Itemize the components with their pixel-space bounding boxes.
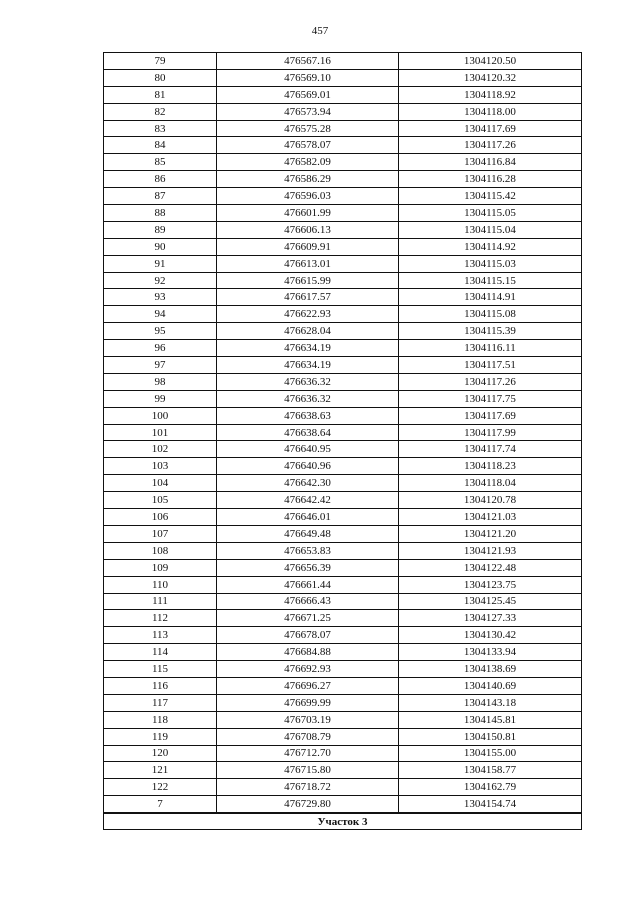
- table-row: [104, 238, 582, 255]
- y-coordinate-cell: 1304116.11: [399, 340, 582, 357]
- point-number-cell: 83: [104, 120, 217, 137]
- y-coordinate-cell: 1304117.69: [399, 407, 582, 424]
- x-coordinate-cell: 476569.01: [217, 86, 399, 103]
- table-row: [104, 373, 582, 390]
- table-row: [104, 137, 582, 154]
- y-coordinate-cell: 1304117.74: [399, 441, 582, 458]
- point-number-cell: 111: [104, 593, 217, 610]
- x-coordinate-cell: 476606.13: [217, 221, 399, 238]
- y-coordinate-cell: 1304115.05: [399, 205, 582, 222]
- y-coordinate-cell: 1304118.23: [399, 458, 582, 475]
- point-number-cell: 88: [104, 205, 217, 222]
- x-coordinate-cell: 476642.30: [217, 475, 399, 492]
- point-number-cell: 104: [104, 475, 217, 492]
- y-coordinate-cell: 1304117.51: [399, 357, 582, 374]
- y-coordinate-cell: 1304117.99: [399, 424, 582, 441]
- point-number-cell: 112: [104, 610, 217, 627]
- x-coordinate-cell: 476642.42: [217, 492, 399, 509]
- y-coordinate-cell: 1304140.69: [399, 677, 582, 694]
- point-number-cell: 87: [104, 188, 217, 205]
- x-coordinate-cell: 476569.10: [217, 69, 399, 86]
- y-coordinate-cell: 1304120.32: [399, 69, 582, 86]
- point-number-cell: 116: [104, 677, 217, 694]
- table-row: [104, 492, 582, 509]
- x-coordinate-cell: 476634.19: [217, 357, 399, 374]
- point-number-cell: 98: [104, 373, 217, 390]
- x-coordinate-cell: 476636.32: [217, 390, 399, 407]
- point-number-cell: 108: [104, 542, 217, 559]
- table-row: [104, 86, 582, 103]
- table-row: [104, 694, 582, 711]
- point-number-cell: 92: [104, 272, 217, 289]
- table-row: [104, 525, 582, 542]
- point-number-cell: 119: [104, 728, 217, 745]
- y-coordinate-cell: 1304143.18: [399, 694, 582, 711]
- table-row: [104, 53, 582, 70]
- y-coordinate-cell: 1304121.93: [399, 542, 582, 559]
- x-coordinate-cell: 476638.63: [217, 407, 399, 424]
- table-row: [104, 745, 582, 762]
- point-number-cell: 85: [104, 154, 217, 171]
- table-row: [104, 340, 582, 357]
- table-row: [104, 677, 582, 694]
- y-coordinate-cell: 1304115.39: [399, 323, 582, 340]
- point-number-cell: 105: [104, 492, 217, 509]
- point-number-cell: 80: [104, 69, 217, 86]
- x-coordinate-cell: 476596.03: [217, 188, 399, 205]
- point-number-cell: 79: [104, 53, 217, 70]
- y-coordinate-cell: 1304118.92: [399, 86, 582, 103]
- x-coordinate-cell: 476601.99: [217, 205, 399, 222]
- point-number-cell: 99: [104, 390, 217, 407]
- point-number-cell: 7: [104, 796, 217, 813]
- x-coordinate-cell: 476634.19: [217, 340, 399, 357]
- y-coordinate-cell: 1304121.03: [399, 509, 582, 526]
- table-row: [104, 103, 582, 120]
- table-row: [104, 627, 582, 644]
- x-coordinate-cell: 476696.27: [217, 677, 399, 694]
- table-row: [104, 171, 582, 188]
- y-coordinate-cell: 1304116.84: [399, 154, 582, 171]
- x-coordinate-cell: 476586.29: [217, 171, 399, 188]
- y-coordinate-cell: 1304127.33: [399, 610, 582, 627]
- x-coordinate-cell: 476582.09: [217, 154, 399, 171]
- x-coordinate-cell: 476628.04: [217, 323, 399, 340]
- table-row: [104, 188, 582, 205]
- point-number-cell: 109: [104, 559, 217, 576]
- x-coordinate-cell: 476671.25: [217, 610, 399, 627]
- point-number-cell: 82: [104, 103, 217, 120]
- y-coordinate-cell: 1304158.77: [399, 762, 582, 779]
- point-number-cell: 90: [104, 238, 217, 255]
- x-coordinate-cell: 476718.72: [217, 779, 399, 796]
- table-row: [104, 323, 582, 340]
- table-row: [104, 306, 582, 323]
- coordinates-table-body: [104, 53, 582, 830]
- x-coordinate-cell: 476692.93: [217, 661, 399, 678]
- point-number-cell: 91: [104, 255, 217, 272]
- x-coordinate-cell: 476613.01: [217, 255, 399, 272]
- x-coordinate-cell: 476615.99: [217, 272, 399, 289]
- point-number-cell: 94: [104, 306, 217, 323]
- table-row: [104, 796, 582, 813]
- x-coordinate-cell: 476653.83: [217, 542, 399, 559]
- point-number-cell: 97: [104, 357, 217, 374]
- y-coordinate-cell: 1304114.91: [399, 289, 582, 306]
- x-coordinate-cell: 476567.16: [217, 53, 399, 70]
- y-coordinate-cell: 1304115.04: [399, 221, 582, 238]
- y-coordinate-cell: 1304154.74: [399, 796, 582, 813]
- table-row: [104, 154, 582, 171]
- table-row: [104, 542, 582, 559]
- x-coordinate-cell: 476622.93: [217, 306, 399, 323]
- y-coordinate-cell: 1304125.45: [399, 593, 582, 610]
- y-coordinate-cell: 1304115.03: [399, 255, 582, 272]
- table-row: [104, 644, 582, 661]
- point-number-cell: 86: [104, 171, 217, 188]
- table-row: [104, 762, 582, 779]
- x-coordinate-cell: 476661.44: [217, 576, 399, 593]
- x-coordinate-cell: 476575.28: [217, 120, 399, 137]
- table-row: [104, 120, 582, 137]
- y-coordinate-cell: 1304150.81: [399, 728, 582, 745]
- x-coordinate-cell: 476636.32: [217, 373, 399, 390]
- y-coordinate-cell: 1304115.15: [399, 272, 582, 289]
- table-row: [104, 272, 582, 289]
- point-number-cell: 107: [104, 525, 217, 542]
- table-row: [104, 475, 582, 492]
- x-coordinate-cell: 476729.80: [217, 796, 399, 813]
- y-coordinate-cell: 1304115.42: [399, 188, 582, 205]
- table-row: [104, 661, 582, 678]
- y-coordinate-cell: 1304122.48: [399, 559, 582, 576]
- point-number-cell: 122: [104, 779, 217, 796]
- table-row: [104, 255, 582, 272]
- y-coordinate-cell: 1304155.00: [399, 745, 582, 762]
- point-number-cell: 113: [104, 627, 217, 644]
- point-number-cell: 114: [104, 644, 217, 661]
- x-coordinate-cell: 476656.39: [217, 559, 399, 576]
- y-coordinate-cell: 1304118.04: [399, 475, 582, 492]
- table-row: [104, 289, 582, 306]
- page-number: 457: [311, 25, 329, 37]
- x-coordinate-cell: 476684.88: [217, 644, 399, 661]
- y-coordinate-cell: 1304117.69: [399, 120, 582, 137]
- x-coordinate-cell: 476646.01: [217, 509, 399, 526]
- y-coordinate-cell: 1304145.81: [399, 711, 582, 728]
- x-coordinate-cell: 476712.70: [217, 745, 399, 762]
- point-number-cell: 106: [104, 509, 217, 526]
- section-heading: Участок 3: [104, 813, 582, 830]
- x-coordinate-cell: 476640.96: [217, 458, 399, 475]
- point-number-cell: 102: [104, 441, 217, 458]
- y-coordinate-cell: 1304117.75: [399, 390, 582, 407]
- section-row: [104, 813, 582, 830]
- point-number-cell: 100: [104, 407, 217, 424]
- x-coordinate-cell: 476649.48: [217, 525, 399, 542]
- point-number-cell: 81: [104, 86, 217, 103]
- table-row: [104, 559, 582, 576]
- table-row: [104, 779, 582, 796]
- x-coordinate-cell: 476640.95: [217, 441, 399, 458]
- y-coordinate-cell: 1304117.26: [399, 373, 582, 390]
- point-number-cell: 117: [104, 694, 217, 711]
- table-row: [104, 711, 582, 728]
- table-row: [104, 441, 582, 458]
- point-number-cell: 121: [104, 762, 217, 779]
- y-coordinate-cell: 1304115.08: [399, 306, 582, 323]
- x-coordinate-cell: 476573.94: [217, 103, 399, 120]
- y-coordinate-cell: 1304114.92: [399, 238, 582, 255]
- y-coordinate-cell: 1304130.42: [399, 627, 582, 644]
- table-row: [104, 357, 582, 374]
- x-coordinate-cell: 476617.57: [217, 289, 399, 306]
- y-coordinate-cell: 1304123.75: [399, 576, 582, 593]
- point-number-cell: 89: [104, 221, 217, 238]
- x-coordinate-cell: 476715.80: [217, 762, 399, 779]
- point-number-cell: 110: [104, 576, 217, 593]
- y-coordinate-cell: 1304121.20: [399, 525, 582, 542]
- table-row: [104, 610, 582, 627]
- table-row: [104, 205, 582, 222]
- table-row: [104, 728, 582, 745]
- table-row: [104, 576, 582, 593]
- table-row: [104, 407, 582, 424]
- point-number-cell: 95: [104, 323, 217, 340]
- point-number-cell: 115: [104, 661, 217, 678]
- point-number-cell: 96: [104, 340, 217, 357]
- x-coordinate-cell: 476708.79: [217, 728, 399, 745]
- y-coordinate-cell: 1304120.50: [399, 53, 582, 70]
- y-coordinate-cell: 1304117.26: [399, 137, 582, 154]
- table-row: [104, 390, 582, 407]
- y-coordinate-cell: 1304116.28: [399, 171, 582, 188]
- y-coordinate-cell: 1304120.78: [399, 492, 582, 509]
- point-number-cell: 101: [104, 424, 217, 441]
- x-coordinate-cell: 476703.19: [217, 711, 399, 728]
- point-number-cell: 84: [104, 137, 217, 154]
- y-coordinate-cell: 1304138.69: [399, 661, 582, 678]
- table-row: [104, 69, 582, 86]
- point-number-cell: 93: [104, 289, 217, 306]
- x-coordinate-cell: 476638.64: [217, 424, 399, 441]
- x-coordinate-cell: 476678.07: [217, 627, 399, 644]
- table-row: [104, 458, 582, 475]
- y-coordinate-cell: 1304133.94: [399, 644, 582, 661]
- x-coordinate-cell: 476578.07: [217, 137, 399, 154]
- point-number-cell: 120: [104, 745, 217, 762]
- coordinates-table: [103, 52, 582, 830]
- table-row: [104, 221, 582, 238]
- y-coordinate-cell: 1304162.79: [399, 779, 582, 796]
- table-row: [104, 424, 582, 441]
- point-number-cell: 103: [104, 458, 217, 475]
- x-coordinate-cell: 476666.43: [217, 593, 399, 610]
- table-row: [104, 509, 582, 526]
- y-coordinate-cell: 1304118.00: [399, 103, 582, 120]
- x-coordinate-cell: 476609.91: [217, 238, 399, 255]
- table-row: [104, 593, 582, 610]
- point-number-cell: 118: [104, 711, 217, 728]
- x-coordinate-cell: 476699.99: [217, 694, 399, 711]
